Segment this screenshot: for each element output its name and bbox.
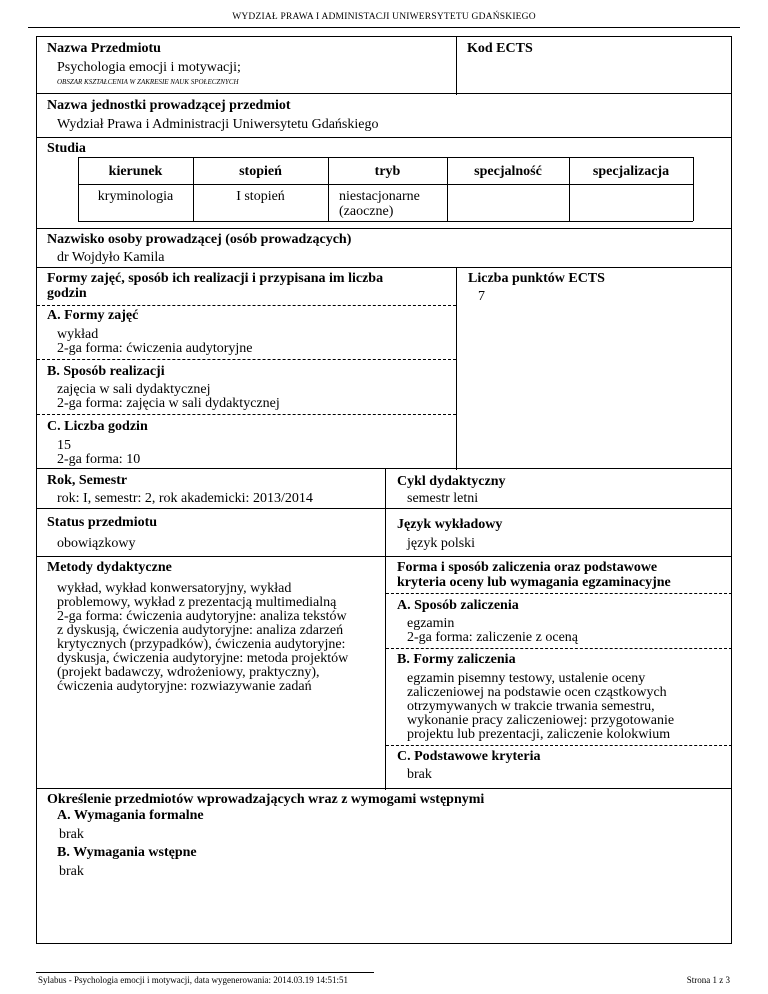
col-stopien: stopień	[239, 164, 282, 179]
forms-a-label: A. Formy zajęć	[47, 308, 139, 323]
unit-label: Nazwa jednostki prowadzącej przedmiot	[47, 98, 291, 113]
assessment-c-label: C. Podstawowe kryteria	[397, 749, 541, 764]
assessment-b-label: B. Formy zaliczenia	[397, 652, 516, 667]
forms-b-line2: 2-ga forma: zajęcia w sali dydaktycznej	[57, 396, 280, 411]
methods-line: krytycznych (przypadków), ćwiczenia audytoryjne:	[57, 637, 346, 652]
cell-tryb-line1: niestacjonarne	[339, 189, 420, 204]
forms-a-line2: 2-ga forma: ćwiczenia audytoryjne	[57, 341, 253, 356]
subject-divider	[456, 37, 457, 95]
lecturer-label: Nazwisko osoby prowadzącej (osób prowadzących)	[47, 232, 352, 247]
document-header: WYDZIAŁ PRAWA I ADMINISTACJI UNIWERSYTETU GDAŃSKIEGO	[232, 12, 536, 22]
prereq-a-value: brak	[59, 827, 84, 842]
col-tryb: tryb	[374, 164, 401, 179]
methods-line: wykład, wykład konwersatoryjny, wykład	[57, 581, 292, 596]
methods-line: problemowy, wykład z prezentacją multimedialną	[57, 595, 337, 610]
forms-b-label: B. Sposób realizacji	[47, 364, 165, 379]
forms-c-line2: 2-ga forma: 10	[57, 452, 141, 467]
forms-c-line1: 15	[57, 438, 71, 453]
forms-label-line1: Formy zajęć, sposób ich realizacji i przypisana im liczba	[47, 271, 384, 286]
studies-box	[36, 137, 732, 229]
forms-label-line2: godzin	[47, 286, 87, 301]
cycle-label: Cykl dydaktyczny	[397, 474, 506, 489]
assessment-b-line: zaliczeniowej na podstawie ocen cząstkowych	[407, 685, 667, 700]
methods-line: 2-ga forma: ćwiczenia audytoryjne: analiza tekstów	[57, 609, 347, 624]
assessment-label-line2: kryteria oceny lub wymagania egzaminacyjne	[397, 575, 671, 590]
cell-kierunek: kryminologia	[97, 189, 174, 204]
lecturer-box	[36, 228, 732, 268]
methods-line: (projekt badawczy, wdrożeniowy, praktyczny),	[57, 665, 320, 680]
assessment-b-line: wykonanie pracy zaliczeniowej: przygotowanie	[407, 713, 675, 728]
footer-right: Strona 1 z 3	[686, 975, 730, 985]
assessment-c-value: brak	[407, 767, 432, 782]
methods-box	[36, 556, 732, 789]
subject-value: Psychologia emocji i motywacji;	[57, 60, 241, 75]
status-value: obowiązkowy	[57, 536, 136, 551]
status-label: Status przedmiotu	[47, 515, 158, 530]
assessment-label-line1: Forma i sposób zaliczenia oraz podstawowe	[397, 560, 658, 575]
col-specjalnosc: specjalność	[474, 164, 542, 179]
methods-label: Metody dydaktyczne	[47, 560, 172, 575]
assessment-a-line2: 2-ga forma: zaliczenie z oceną	[407, 630, 579, 645]
assessment-a-label: A. Sposób zaliczenia	[397, 598, 519, 613]
assessment-b-line: projektu lub prezentacji, zaliczenie kolokwium	[407, 727, 671, 742]
year-label: Rok, Semestr	[47, 473, 128, 488]
unit-value: Wydział Prawa i Administracji Uniwersytetu Gdańskiego	[57, 117, 379, 132]
subject-label: Nazwa Przedmiotu	[47, 41, 161, 56]
prereq-b-value: brak	[59, 864, 84, 879]
subject-box	[36, 36, 732, 94]
ects-code-label: Kod ECTS	[467, 41, 533, 56]
forms-a-line1: wykład	[57, 327, 99, 342]
forms-b-line1: zajęcia w sali dydaktycznej	[57, 382, 211, 397]
footer-rule	[36, 972, 374, 973]
ects-value: 7	[478, 289, 485, 304]
status-box	[36, 508, 732, 557]
subject-area: OBSZAR KSZTAŁCENIA W ZAKRESIE NAUK SPOŁECZNYCH	[57, 78, 239, 86]
header-rule	[28, 27, 740, 28]
methods-line: z dyskusją, ćwiczenia audytoryjne: analiza zdarzeń	[57, 623, 344, 638]
assessment-a-line1: egzamin	[407, 616, 455, 631]
assessment-b-line: egzamin pisemny testowy, ustalenie oceny	[407, 671, 646, 686]
methods-line: ćwiczenia audytoryjne: rozwiazywanie zadań	[57, 679, 312, 694]
cycle-value: semestr letni	[407, 491, 479, 506]
col-specjalizacja: specjalizacja	[592, 164, 670, 179]
col-kierunek: kierunek	[108, 164, 163, 179]
prereq-b-label: B. Wymagania wstępne	[57, 845, 197, 860]
footer-left: Sylabus - Psychologia emocji i motywacji, data wygenerowania: 2014.03.19 14:51:51	[38, 975, 348, 985]
forms-c-label: C. Liczba godzin	[47, 419, 148, 434]
ects-label: Liczba punktów ECTS	[468, 271, 605, 286]
language-value: język polski	[407, 536, 476, 551]
cell-tryb-line2: (zaoczne)	[339, 204, 394, 219]
methods-line: dyskusja, ćwiczenia audytoryjne: metoda projektów	[57, 651, 349, 666]
language-label: Język wykładowy	[397, 517, 503, 532]
assessment-b-line: otrzymywanych w trakcie trwania semestru,	[407, 699, 655, 714]
cell-stopien: I stopień	[236, 189, 285, 204]
lecturer-value: dr Wojdyło Kamila	[57, 250, 165, 265]
prereq-label: Określenie przedmiotów wprowadzających wraz z wymogami wstępnymi	[47, 792, 485, 807]
year-box	[36, 468, 732, 509]
prereq-box	[36, 788, 732, 944]
year-value: rok: I, semestr: 2, rok akademicki: 2013/2014	[57, 491, 313, 506]
forms-box	[36, 267, 732, 469]
unit-box	[36, 93, 732, 138]
prereq-a-label: A. Wymagania formalne	[57, 808, 204, 823]
studies-label: Studia	[47, 141, 86, 156]
